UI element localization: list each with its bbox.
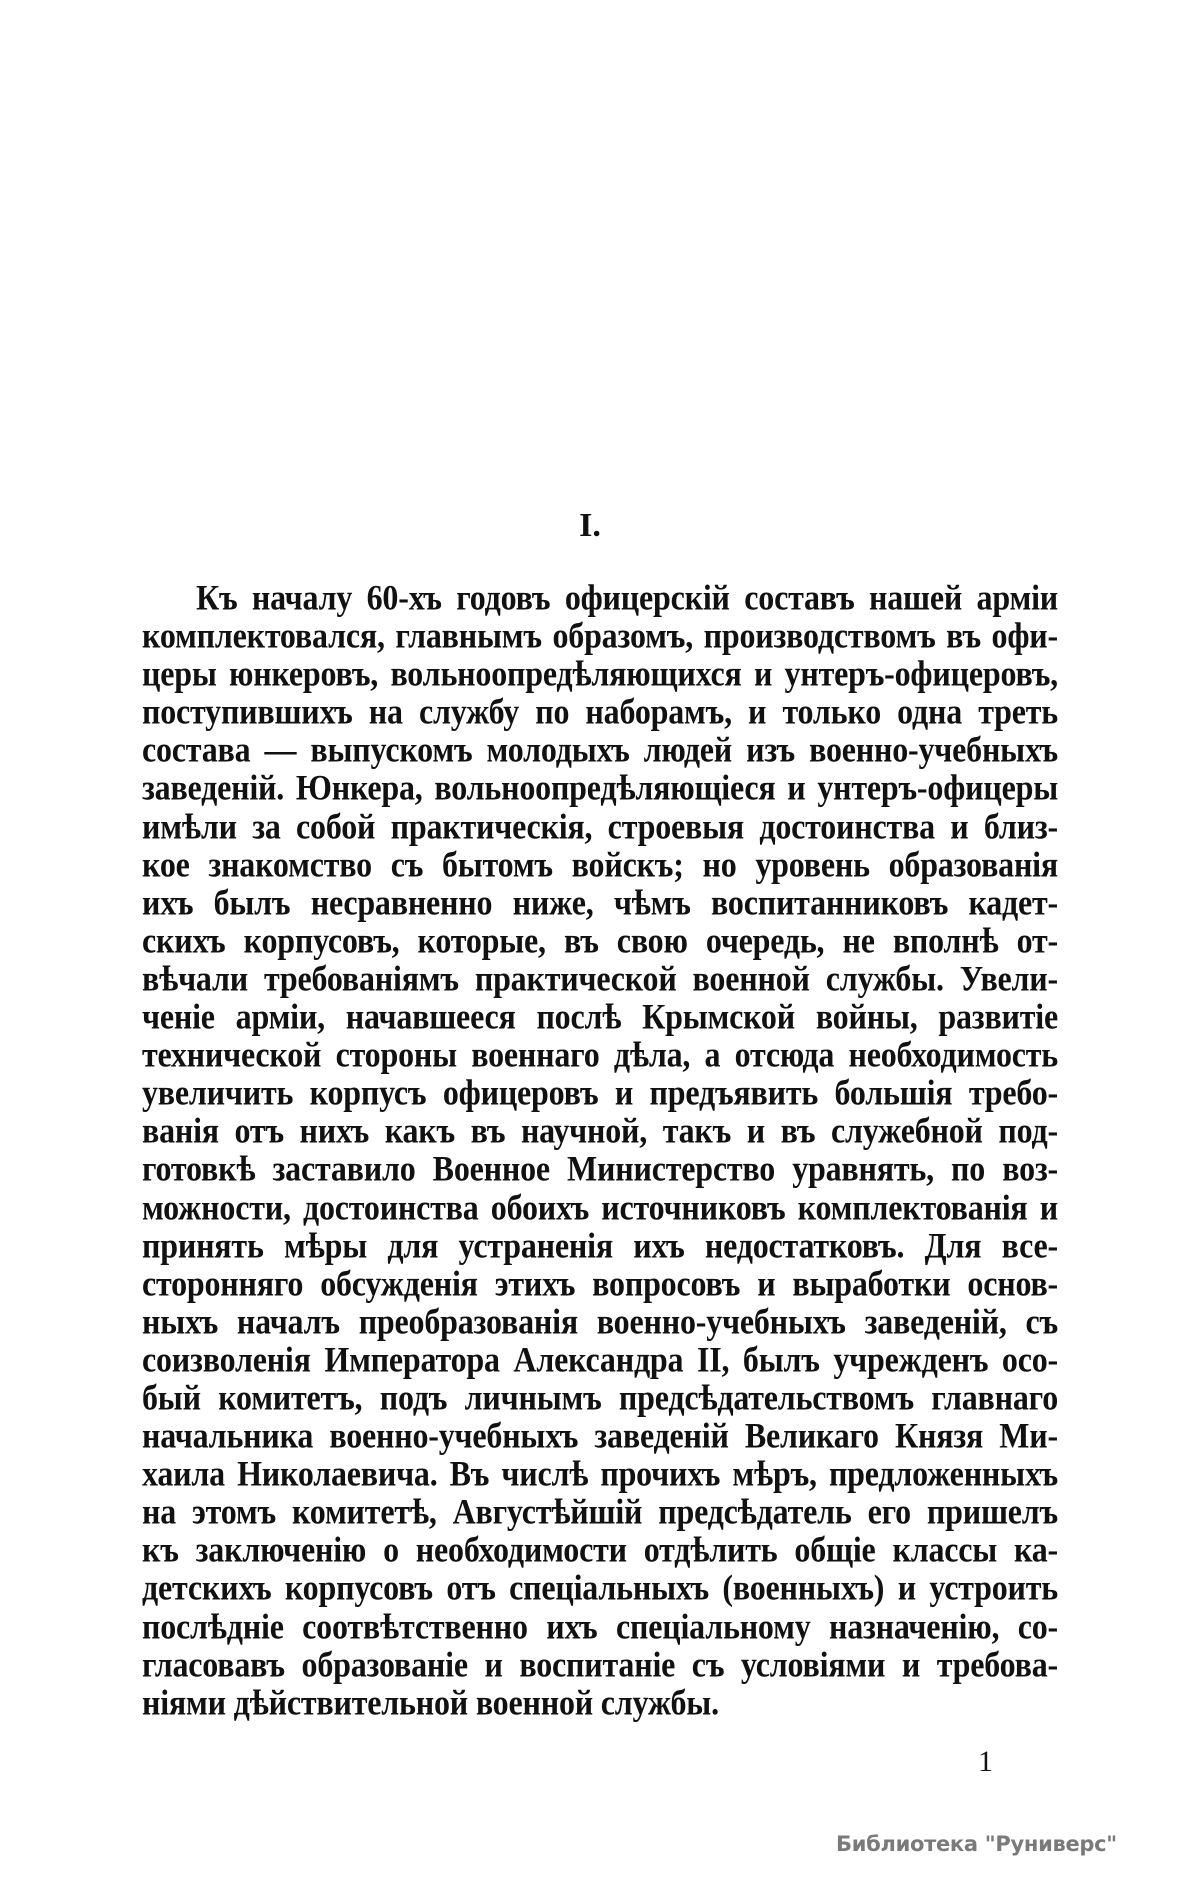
body-text: [142, 578, 1058, 1721]
text-line: хаила Николаевича. Въ числѣ прочихъ мѣръ, предложенныхъ: [142, 1452, 1058, 1494]
text-line: ніями дѣйствительной военной службы.: [142, 1681, 719, 1722]
text-line: соизволенія Императора Александра II, былъ учрежденъ осо-: [142, 1338, 1058, 1380]
page-number: 1: [978, 1745, 993, 1778]
text-line: готовкѣ заставило Военное Министерство уравнять, по воз-: [142, 1148, 1058, 1189]
text-line: можности, достоинства обоихъ источниковъ комплектованія и: [142, 1186, 1058, 1227]
text-line: сторонняго обсужденія этихъ вопросовъ и выработки основ-: [142, 1262, 1058, 1303]
text-line: церы юнкеровъ, вольноопредѣляющихся и унтеръ-офицеровъ,: [142, 653, 1058, 694]
text-line: заведеній. Юнкера, вольноопредѣляющіеся и унтеръ-офицеры: [142, 767, 1058, 808]
text-line: состава — выпускомъ молодыхъ людей изъ военно-учебныхъ: [142, 729, 1058, 770]
text-line: увеличить корпусъ офицеровъ и предъявить большія требо-: [142, 1072, 1058, 1113]
text-line: ванія отъ нихъ какъ въ научной, такъ и въ служебной под-: [142, 1110, 1058, 1151]
text-line: бый комитетъ, подъ личнымъ предсѣдательствомъ главнаго: [142, 1376, 1058, 1418]
text-line: на этомъ комитетѣ, Августѣйшій предсѣдатель его пришелъ: [142, 1491, 1058, 1532]
text-line: скихъ корпусовъ, которые, въ свою очередь, не вполнѣ от-: [142, 919, 1058, 960]
text-line: имѣли за собой практическія, строевыя достоинства и близ-: [142, 805, 1058, 846]
text-line: послѣдніе соотвѣтственно ихъ спеціальному назначенію, со-: [142, 1605, 1058, 1646]
text-line: вѣчали требованіямъ практической военной службы. Увели-: [142, 957, 1058, 999]
text-line: ихъ былъ несравненно ниже, чѣмъ воспитанниковъ кадет-: [142, 881, 1058, 922]
text-line: принять мѣры для устраненія ихъ недостатковъ. Для все-: [142, 1224, 1058, 1265]
library-watermark: Библиотека "Руниверс": [836, 1832, 1117, 1856]
text-line: технической стороны военнаго дѣла, а отсюда необходимость: [142, 1033, 1058, 1075]
text-line: начальника военно-учебныхъ заведеній Великаго Князя Ми-: [142, 1414, 1058, 1456]
text-line: гласовавъ образованіе и воспитаніе съ условіями и требова-: [142, 1643, 1058, 1684]
text-line: ныхъ началъ преобразованія военно-учебныхъ заведеній, съ: [142, 1300, 1058, 1341]
section-heading: I.: [579, 507, 601, 544]
text-line: комплектовался, главнымъ образомъ, производствомъ въ офи-: [142, 614, 1058, 656]
text-line: ченіе арміи, начавшееся послѣ Крымской войны, развитіе: [142, 995, 1058, 1037]
text-line: поступившихъ на службу по наборамъ, и только одна треть: [142, 691, 1058, 732]
text-line: детскихъ корпусовъ отъ спеціальныхъ (военныхъ) и устроить: [142, 1567, 1058, 1608]
text-line: Къ началу 60-хъ годовъ офицерскій составъ нашей арміи: [196, 576, 1058, 618]
text-line: кое знакомство съ бытомъ войскъ; но уровень образованія: [142, 843, 1058, 884]
text-line: къ заключенію о необходимости отдѣлить общіе классы ка-: [142, 1529, 1058, 1570]
